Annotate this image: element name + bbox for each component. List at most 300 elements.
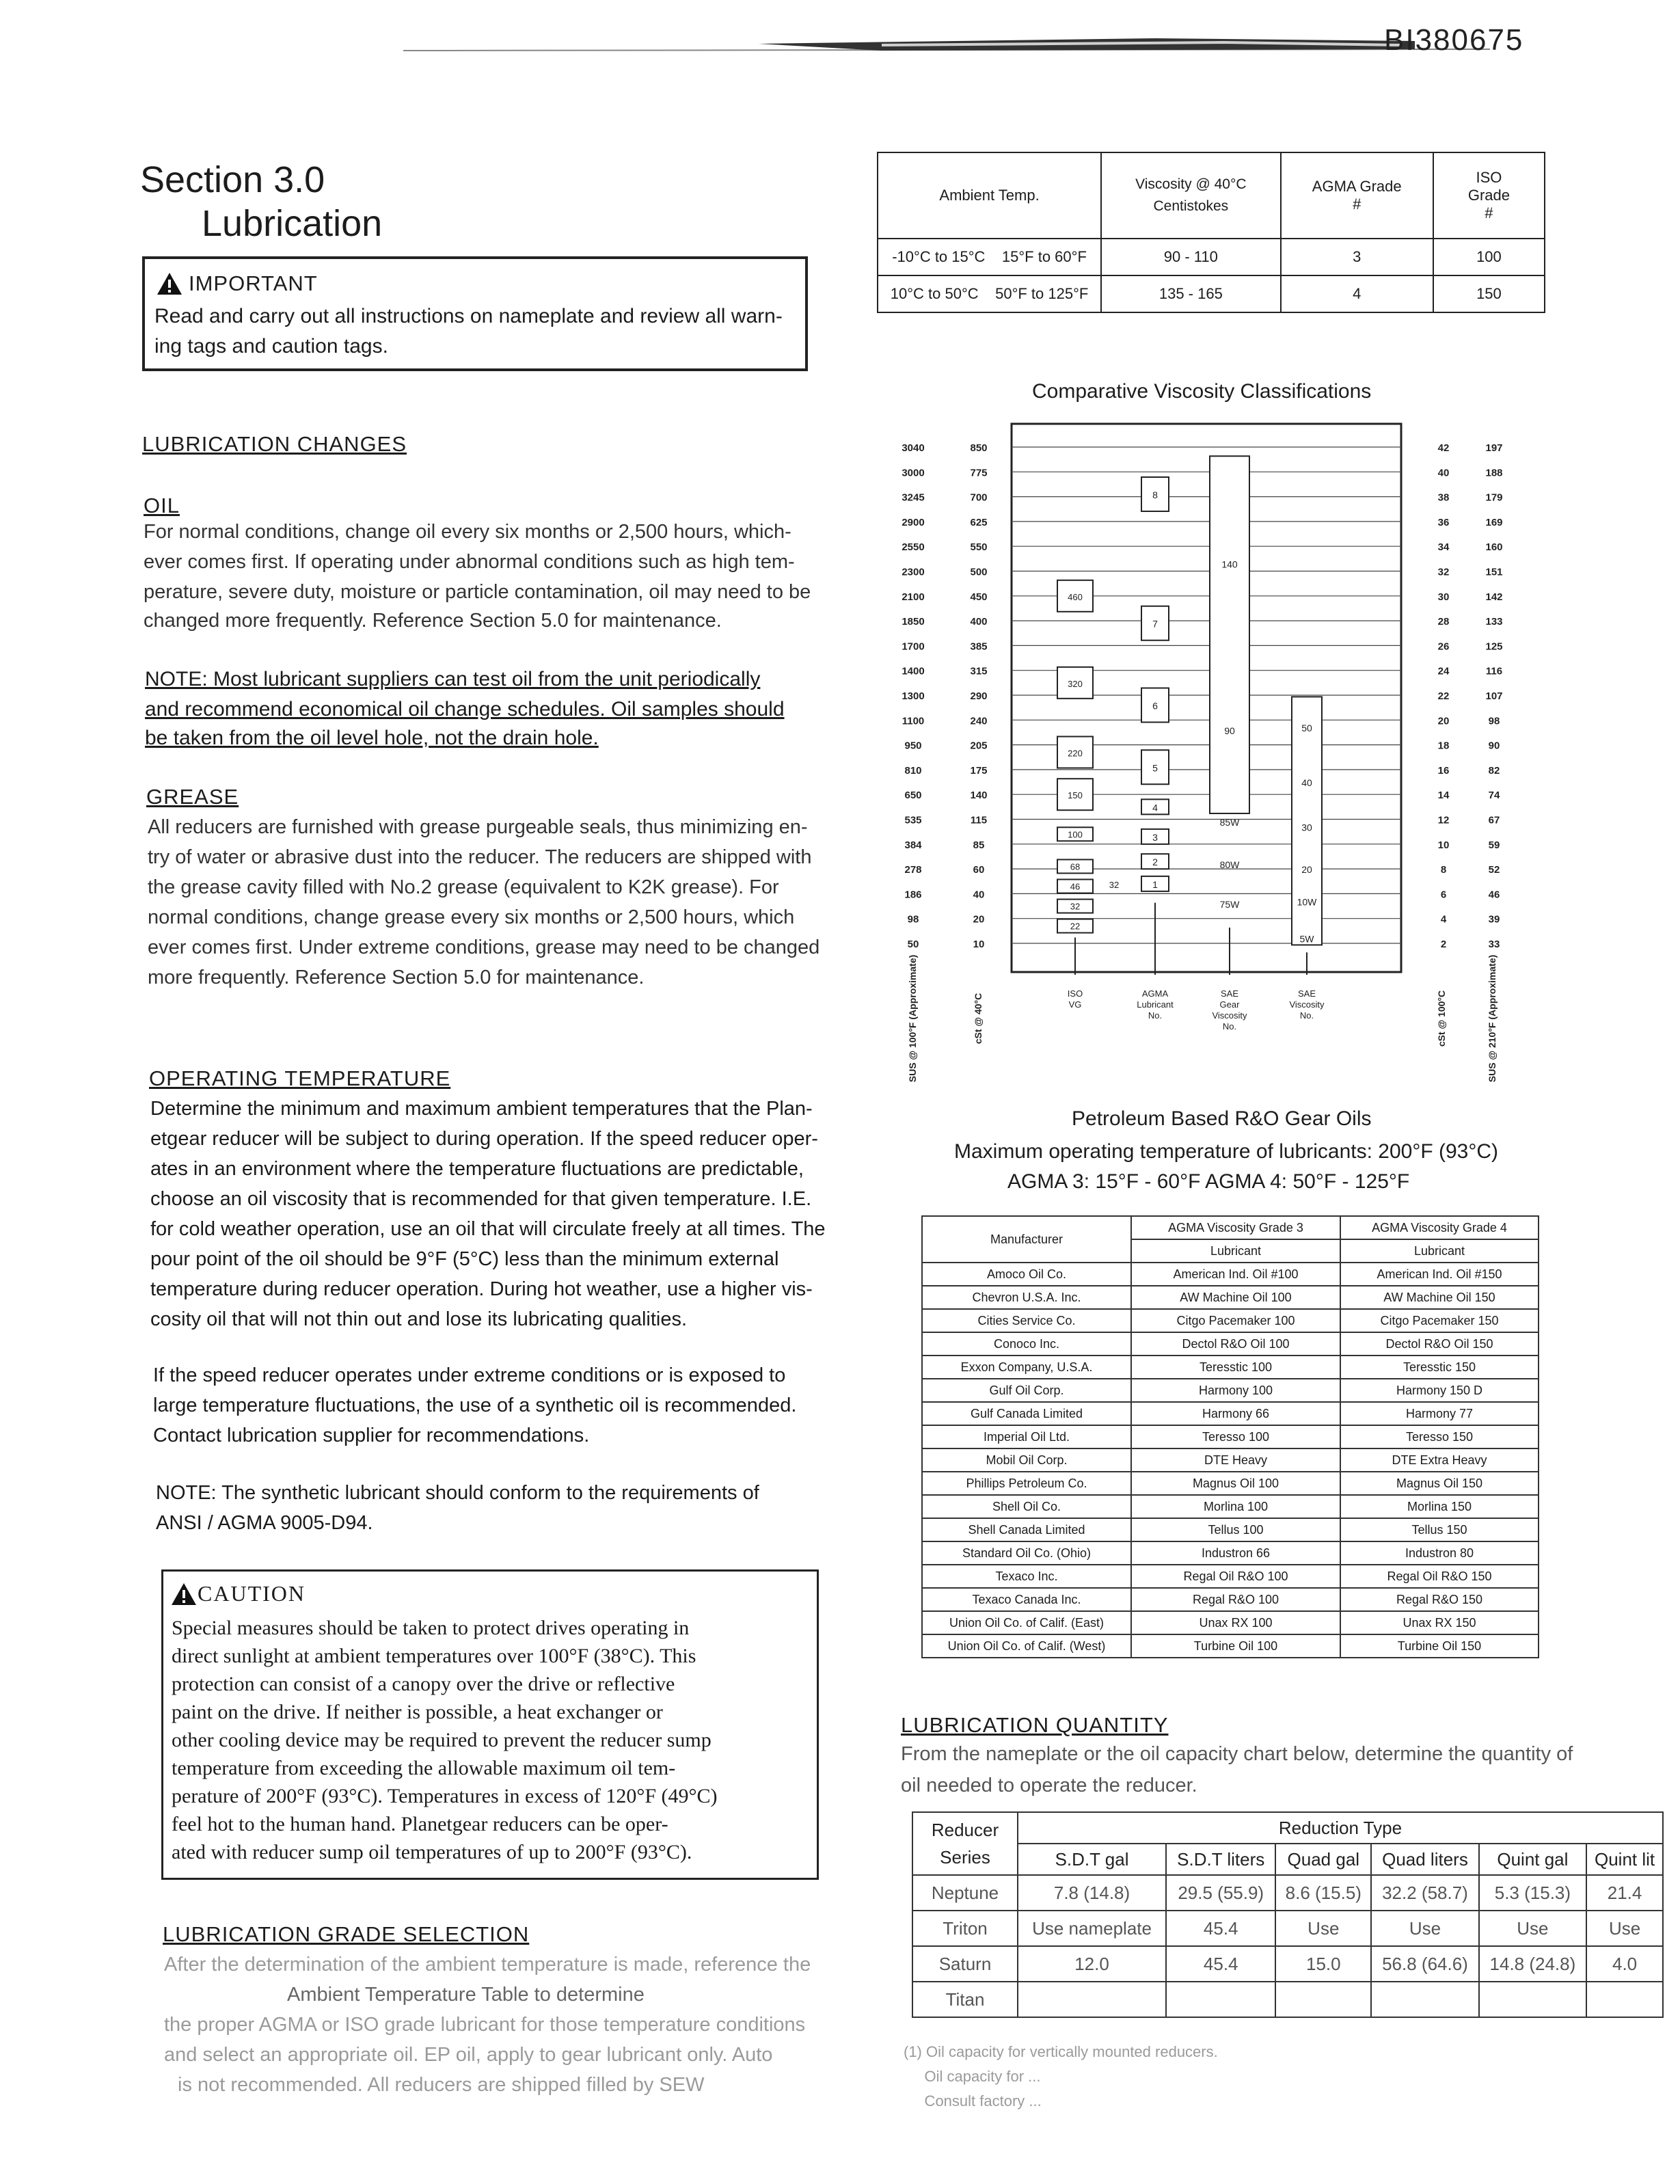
grease-line-1: All reducers are furnished with grease purgeable seals, thus minimizing en- [148,816,808,838]
capacity-cell [1018,1982,1166,2017]
ambient-fahrenheit: 15°F to 60°F [1001,248,1087,265]
table-row [922,1518,1539,1541]
sae-gear-label: 80W [1219,859,1240,870]
right-tick-sus210: 179 [1485,491,1503,504]
left-tick-cst40: 175 [970,764,988,777]
manufacturer-cell: Mobil Oil Corp. [922,1448,1131,1472]
capacity-cell: 45.4 [1166,1946,1275,1982]
manufacturer-cell: Amoco Oil Co. [922,1263,1131,1286]
grease-line-4: normal conditions, change grease every six months or 2,500 hours, which [148,906,795,928]
right-tick-cst100: 12 [1437,814,1450,826]
left-tick-sus100: 2300 [902,566,925,578]
op-temp2-line-3: Contact lubrication supplier for recommendations. [153,1425,590,1446]
caution-line-7: perature of 200°F (93°C). Temperatures in excess of 120°F (49°C) [172,1785,718,1807]
right-tick-sus210: 39 [1488,913,1500,926]
right-tick-cst100: 18 [1437,740,1450,752]
table-row [912,1946,1663,1982]
agma4-lubricant-cell: Unax RX 150 [1340,1611,1539,1634]
iso-grade-header: ISO Grade # [1433,152,1545,239]
agma-label: 4 [1152,802,1158,813]
right-tick-sus210: 59 [1488,839,1500,851]
oil-heading: OIL [144,494,180,517]
capacity-cell: 8.6 (15.5) [1275,1875,1371,1911]
op-temp-line-4: choose an oil viscosity that is recommended for that given temperature. I.E. [150,1188,812,1210]
sae-gear-140-band [1210,456,1249,813]
chart-title: Comparative Viscosity Classifications [1032,380,1372,403]
manufacturer-cell: Union Oil Co. of Calif. (West) [922,1634,1131,1658]
table-row [922,1448,1539,1472]
left-tick-cst40: 550 [970,541,988,554]
sae-gear-label: 140 [1221,558,1238,570]
right-tick-cst100: 40 [1437,467,1450,479]
manufacturer-cell: Exxon Company, U.S.A. [922,1356,1131,1379]
capacity-cell: 5.3 (15.3) [1479,1875,1586,1911]
agma3-lubricant-cell: Turbine Oil 100 [1131,1634,1340,1658]
agma4-lubricant-cell: AW Machine Oil 150 [1340,1286,1539,1309]
left-tick-cst40: 700 [970,491,988,504]
agma4-lubricant-cell: Teresso 150 [1340,1425,1539,1448]
right-tick-cst100: 34 [1437,541,1450,554]
left-tick-cst40: 10 [973,939,985,950]
oil-note-line-3: be taken from the oil level hole, not the drain hole. [145,727,599,749]
right-tick-sus210: 142 [1485,591,1503,603]
right-tick-sus210: 33 [1488,939,1500,950]
capacity-cell: 4.0 [1586,1946,1663,1982]
agma3-lubricant-cell: Citgo Pacemaker 100 [1131,1309,1340,1332]
iso-value: 100 [1433,239,1545,275]
manufacturer-cell: Cities Service Co. [922,1309,1131,1332]
agma-label: 2 [1152,857,1158,868]
right-tick-sus210: 188 [1485,467,1503,479]
left-tick-cst40: 850 [970,442,988,454]
viscosity-value: 135 - 165 [1101,275,1280,312]
op-temp-line-2: etgear reducer will be subject to during operation. If the speed reducer oper- [150,1128,818,1150]
right-tick-cst100: 38 [1437,491,1450,504]
agma4-lubricant-cell: Morlina 150 [1340,1495,1539,1518]
column-header: Quint gal [1479,1844,1586,1875]
sae-gear-label: 90 [1224,725,1235,736]
capacity-cell [1479,1982,1586,2017]
agma4-lubricant-cell: DTE Extra Heavy [1340,1448,1539,1472]
sae-visc-band [1292,697,1322,945]
iso-vg-label: 68 [1070,861,1081,872]
agma3-lubricant-cell: Teresso 100 [1131,1425,1340,1448]
capacity-cell: 7.8 (14.8) [1018,1875,1166,1911]
grade-line-3: the proper AGMA or ISO grade lubricant for those temperature conditions [164,2014,806,2036]
left-tick-sus100: 384 [904,839,922,851]
op-temp-line-7: temperature during reducer operation. During hot weather, use a higher vis- [150,1278,813,1300]
manufacturer-cell: Gulf Canada Limited [922,1402,1131,1425]
petroleum-line-1: Petroleum Based R&O Gear Oils [1072,1107,1372,1130]
agma3-lubricant-cell: Teresstic 100 [1131,1356,1340,1379]
iso-value: 150 [1433,275,1545,312]
table-row [922,1309,1539,1332]
caution-line-8: feel hot to the human hand. Planetgear reducers can be oper- [172,1813,668,1835]
right-tick-sus210: 90 [1488,740,1500,752]
sae-visc-label: 50 [1301,723,1312,734]
caution-line-6: temperature from exceeding the allowable maximum oil tem- [172,1757,676,1779]
grade-line-4: and select an appropriate oil. EP oil, apply to gear lubricant only. Auto [164,2044,773,2066]
right-tick-sus210: 52 [1488,864,1500,876]
capacity-cell: 56.8 (64.6) [1371,1946,1478,1982]
right-tick-sus210: 197 [1485,442,1503,454]
manufacturer-cell: Shell Canada Limited [922,1518,1131,1541]
left-tick-sus100: 535 [904,814,922,826]
capacity-cell [1275,1982,1371,2017]
right-tick-cst100: 24 [1437,665,1450,677]
manufacturer-lubricant-table [921,1215,1539,1658]
left-tick-sus100: 650 [904,790,922,802]
petroleum-line-2: Maximum operating temperature of lubricants: 200°F (93°C) [954,1140,1498,1163]
left-tick-sus100: 3040 [902,442,925,454]
table-row [922,1472,1539,1495]
quantity-footnote-2: Oil capacity for ... [904,2068,1041,2085]
reducer-series-cell: Saturn [912,1946,1018,1982]
manufacturer-cell: Gulf Oil Corp. [922,1379,1131,1402]
axis-label-cst40: cSt @ 40°C [973,993,984,1044]
caution-line-3: protection can consist of a canopy over the drive or reflective [172,1673,675,1695]
agma-label: 1 [1152,878,1158,890]
right-tick-cst100: 20 [1437,715,1450,727]
agma3-lubricant-cell: AW Machine Oil 100 [1131,1286,1340,1309]
table-row [922,1332,1539,1356]
grease-line-3: the grease cavity filled with No.2 grease (equivalent to K2K grease). For [148,876,779,898]
op-temp2-line-1: If the speed reducer operates under extreme conditions or is exposed to [153,1364,786,1386]
oil-line-1: For normal conditions, change oil every six months or 2,500 hours, which- [144,521,791,543]
table-row [912,1982,1663,2017]
capacity-cell: 45.4 [1166,1911,1275,1946]
ambient-range [878,239,1101,275]
oil-capacity-table [912,1811,1664,2018]
manufacturer-cell: Texaco Canada Inc. [922,1588,1131,1611]
capacity-cell: 14.8 (24.8) [1479,1946,1586,1982]
agma4-lubricant-cell: Turbine Oil 150 [1340,1634,1539,1658]
left-tick-sus100: 1850 [902,616,925,628]
axis-label-cst100: cSt @ 100°C [1436,990,1447,1047]
agma4-header: AGMA Viscosity Grade 4 [1340,1216,1539,1239]
lubrication-changes-heading: LUBRICATION CHANGES [142,432,407,456]
quantity-table-clip [912,1811,1655,2025]
agma3-lubricant-cell: American Ind. Oil #100 [1131,1263,1340,1286]
agma3-lubricant-cell: Morlina 100 [1131,1495,1340,1518]
agma4-lubricant-cell: Regal R&O 150 [1340,1588,1539,1611]
left-tick-sus100: 3245 [902,491,925,504]
sae-gear-label: 85W [1219,817,1240,828]
right-tick-cst100: 16 [1437,764,1450,777]
caution-box [161,1569,819,1880]
table-row [922,1402,1539,1425]
caution-line-1: Special measures should be taken to protect drives operating in [172,1617,690,1639]
oil-line-3: perature, severe duty, moisture or particle contamination, oil may need to be [144,581,811,603]
reduction-type-header: Reduction Type [1018,1812,1663,1844]
left-tick-cst40: 290 [970,690,988,702]
agma4-lubricant-cell: Harmony 77 [1340,1402,1539,1425]
right-tick-sus210: 46 [1488,889,1500,901]
synthetic-note-line-2: ANSI / AGMA 9005-D94. [156,1512,373,1534]
operating-temperature-heading: OPERATING TEMPERATURE [149,1066,451,1090]
left-tick-cst40: 315 [970,665,988,677]
agma-value: 3 [1281,239,1433,275]
left-tick-cst40: 385 [970,641,988,653]
grease-line-6: more frequently. Reference Section 5.0 for maintenance. [148,967,645,988]
agma3-lubricant-cell: Regal Oil R&O 100 [1131,1565,1340,1588]
iso-vg-label: 460 [1068,591,1083,602]
oil-line-2: ever comes first. If operating under abnormal conditions such as high tem- [144,551,795,573]
caution-line-5: other cooling device may be required to prevent the reducer sump [172,1729,712,1751]
agma3-lubricant-cell: Regal R&O 100 [1131,1588,1340,1611]
right-tick-cst100: 4 [1440,913,1447,926]
agma3-lubricant-cell: Harmony 100 [1131,1379,1340,1402]
right-tick-cst100: 28 [1437,616,1450,628]
reducer-series-cell: Triton [912,1911,1018,1946]
left-tick-cst40: 775 [970,467,988,479]
sae-visc-label: 40 [1301,777,1312,789]
capacity-cell: Use nameplate [1018,1911,1166,1946]
table-row [922,1286,1539,1309]
right-tick-sus210: 67 [1488,814,1500,826]
column-header: Quint lit [1586,1844,1663,1875]
reducer-series-cell: Titan [912,1982,1018,2017]
warning-triangle-icon [170,1582,198,1606]
left-tick-sus100: 2900 [902,516,925,528]
capacity-cell: 21.4 [1586,1875,1663,1911]
table-row [922,1634,1539,1658]
capacity-cell: Use [1479,1911,1586,1946]
agma4-lubricant-cell: Dectol R&O Oil 150 [1340,1332,1539,1356]
right-tick-cst100: 26 [1437,641,1450,653]
lubrication-quantity-heading: LUBRICATION QUANTITY [901,1713,1169,1737]
important-text-line-2: ing tags and caution tags. [154,335,388,358]
agma4-lubricant-cell: Industron 80 [1340,1541,1539,1565]
table-row [922,1425,1539,1448]
agma-label: 7 [1152,618,1158,630]
important-heading: IMPORTANT [189,271,318,295]
table-row [922,1356,1539,1379]
capacity-cell [1166,1982,1275,2017]
agma4-lubricant-cell: Magnus Oil 150 [1340,1472,1539,1495]
column-header: Quad liters [1371,1844,1478,1875]
op-temp-line-5: for cold weather operation, use an oil that will circulate freely at all times. The [150,1218,826,1240]
axis-label-sus100: SUS @ 100°F (Approximate) [907,954,918,1083]
caution-line-9: ated with reducer sump oil temperatures of up to 200°F (93°C). [172,1841,692,1863]
table-row [922,1611,1539,1634]
manufacturer-cell: Shell Oil Co. [922,1495,1131,1518]
bottom-scale-label: SAE Gear Viscosity No. [1212,988,1247,1032]
iso-vg-label: 150 [1068,790,1083,801]
iso-vg-label: 100 [1068,829,1083,840]
column-header: Quad gal [1275,1844,1371,1875]
op-temp-line-1: Determine the minimum and maximum ambient temperatures that the Plan- [150,1098,813,1120]
agma-label: 5 [1152,762,1158,774]
agma4-lubricant-cell: Citgo Pacemaker 150 [1340,1309,1539,1332]
right-tick-sus210: 125 [1485,641,1503,653]
document-id: BI380675 [1384,23,1524,57]
left-tick-cst40: 450 [970,591,988,603]
left-tick-cst40: 500 [970,566,988,578]
left-tick-sus100: 1700 [902,641,925,653]
viscosity-header: Viscosity @ 40°C Centistokes [1101,152,1280,239]
manufacturer-cell: Union Oil Co. of Calif. (East) [922,1611,1131,1634]
right-tick-cst100: 22 [1437,690,1450,702]
right-tick-cst100: 6 [1440,889,1447,901]
reducer-series-cell: Neptune [912,1875,1018,1911]
grade-selection-heading: LUBRICATION GRADE SELECTION [163,1922,530,1946]
capacity-cell [1586,1982,1663,2017]
column-header: S.D.T liters [1166,1844,1275,1875]
agma3-lubricant-cell: Tellus 100 [1131,1518,1340,1541]
right-tick-cst100: 10 [1437,839,1450,851]
ambient-header: Ambient Temp. [878,152,1101,239]
reducer-series-header: Reducer Series [912,1812,1018,1875]
important-box [142,256,808,371]
left-tick-sus100: 1100 [902,715,925,727]
grease-line-5: ever comes first. Under extreme conditions, grease may need to be changed [148,936,820,958]
left-tick-sus100: 278 [904,864,922,876]
grease-line-2: try of water or abrasive dust into the reducer. The reducers are shipped with [148,846,812,868]
agma-iso-32-label: 32 [1109,879,1120,890]
iso-vg-label: 32 [1070,901,1081,912]
table-row [922,1495,1539,1518]
manufacturer-cell: Imperial Oil Ltd. [922,1425,1131,1448]
quantity-footnote-1: (1) Oil capacity for vertically mounted reducers. [904,2043,1218,2060]
ambient-temperature-table [877,152,1545,313]
left-tick-cst40: 240 [970,715,988,727]
left-tick-cst40: 140 [970,790,988,802]
left-tick-cst40: 40 [973,889,985,901]
oil-note-line-2: and recommend economical oil change schedules. Oil samples should [145,698,785,720]
table-row [922,1541,1539,1565]
iso-vg-label: 320 [1068,678,1083,689]
capacity-cell: Use [1371,1911,1478,1946]
agma3-lubricant-cell: Industron 66 [1131,1541,1340,1565]
right-tick-cst100: 42 [1437,442,1450,454]
manufacturer-cell: Standard Oil Co. (Ohio) [922,1541,1131,1565]
agma3-lubricant-cell: Dectol R&O Oil 100 [1131,1332,1340,1356]
left-tick-sus100: 2100 [902,591,925,603]
grade-line-2: Ambient Temperature Table to determine [287,1984,645,2006]
caution-line-4: paint on the drive. If neither is possible, a heat exchanger or [172,1701,663,1723]
op-temp2-line-2: large temperature fluctuations, the use of a synthetic oil is recommended. [153,1394,797,1416]
manufacturer-cell: Chevron U.S.A. Inc. [922,1286,1131,1309]
left-tick-cst40: 60 [973,864,985,876]
left-tick-cst40: 20 [973,913,985,926]
lubricant-header: Lubricant [1131,1239,1340,1263]
capacity-cell: 15.0 [1275,1946,1371,1982]
left-tick-sus100: 950 [904,740,922,752]
warning-triangle-icon [156,271,183,296]
left-tick-sus100: 98 [907,913,919,926]
ambient-celsius: 10°C to 50°C [890,285,979,302]
right-tick-sus210: 82 [1488,764,1500,777]
important-text-line-1: Read and carry out all instructions on nameplate and review all warn- [154,305,783,327]
lubricant-header: Lubricant [1340,1239,1539,1263]
section-number: Section 3.0 [140,159,325,200]
sae-gear-label: 75W [1219,898,1240,910]
viscosity-classification-chart [889,417,1517,1083]
right-tick-cst100: 36 [1437,516,1450,528]
oil-note-line-1: NOTE: Most lubricant suppliers can test oil from the unit periodically [145,668,761,690]
right-tick-cst100: 32 [1437,566,1450,578]
sae-visc-label: 10W [1297,896,1317,908]
agma4-lubricant-cell: Teresstic 150 [1340,1356,1539,1379]
agma4-lubricant-cell: Tellus 150 [1340,1518,1539,1541]
manufacturer-cell: Texaco Inc. [922,1565,1131,1588]
agma-label: 3 [1152,831,1158,843]
left-tick-cst40: 400 [970,616,988,628]
right-tick-cst100: 2 [1440,939,1447,950]
agma4-lubricant-cell: Harmony 150 D [1340,1379,1539,1402]
oil-line-4: changed more frequently. Reference Section 5.0 for maintenance. [144,610,722,632]
right-tick-sus210: 133 [1485,616,1503,628]
sae-visc-label: 20 [1301,864,1312,876]
ambient-fahrenheit: 50°F to 125°F [995,285,1089,302]
table-row [912,1911,1663,1946]
ambient-range [878,275,1101,312]
agma3-lubricant-cell: Magnus Oil 100 [1131,1472,1340,1495]
table-row [912,1875,1663,1911]
agma4-lubricant-cell: Regal Oil R&O 150 [1340,1565,1539,1588]
scanned-header-bar [403,36,1490,53]
bottom-scale-label: AGMA Lubricant No. [1137,988,1174,1021]
left-tick-cst40: 115 [970,814,988,826]
agma3-lubricant-cell: DTE Heavy [1131,1448,1340,1472]
grade-line-5: is not recommended. All reducers are shipped filled by SEW [178,2074,705,2096]
iso-vg-label: 46 [1070,881,1081,892]
manufacturer-cell: Phillips Petroleum Co. [922,1472,1131,1495]
agma3-header: AGMA Viscosity Grade 3 [1131,1216,1340,1239]
right-tick-sus210: 107 [1485,690,1503,702]
bottom-scale-label: SAE Viscosity No. [1289,988,1325,1021]
op-temp-line-3: ates in an environment where the temperature fluctuations are predictable, [150,1158,804,1180]
bottom-scale-label: ISO VG [1067,988,1083,1010]
capacity-cell: 32.2 (58.7) [1371,1875,1478,1911]
left-tick-sus100: 3000 [902,467,925,479]
manufacturer-header: Manufacturer [922,1216,1131,1263]
axis-label-sus210: SUS @ 210°F (Approximate) [1487,954,1498,1083]
left-tick-sus100: 2550 [902,541,925,554]
op-temp-line-6: pour point of the oil should be 9°F (5°C) less than the minimum external [150,1248,779,1270]
agma-label: 8 [1152,489,1158,500]
op-temp-line-8: cosity oil that will not thin out and lose its lubricating qualities. [150,1308,688,1330]
right-tick-sus210: 116 [1485,665,1503,677]
agma3-lubricant-cell: Unax RX 100 [1131,1611,1340,1634]
capacity-cell [1371,1982,1478,2017]
left-tick-sus100: 50 [907,939,919,950]
column-header: S.D.T gal [1018,1844,1166,1875]
agma-value: 4 [1281,275,1433,312]
table-row [922,1588,1539,1611]
right-tick-sus210: 151 [1485,566,1503,578]
right-tick-cst100: 14 [1437,790,1450,802]
capacity-cell: 12.0 [1018,1946,1166,1982]
viscosity-value: 90 - 110 [1101,239,1280,275]
table-row [922,1263,1539,1286]
capacity-cell: Use [1275,1911,1371,1946]
quantity-line-2: oil needed to operate the reducer. [901,1775,1197,1796]
agma-label: 6 [1152,700,1158,712]
grade-line-1: After the determination of the ambient temperature is made, reference the [164,1954,811,1976]
right-tick-cst100: 30 [1437,591,1450,603]
left-tick-cst40: 85 [973,839,985,851]
right-tick-sus210: 74 [1488,790,1500,802]
right-tick-cst100: 8 [1440,864,1447,876]
capacity-cell: 29.5 (55.9) [1166,1875,1275,1911]
right-tick-sus210: 169 [1485,516,1503,528]
left-tick-sus100: 186 [904,889,922,901]
section-title: Lubrication [202,203,383,244]
agma-grade-header: AGMA Grade # [1281,152,1433,239]
manufacturer-cell: Conoco Inc. [922,1332,1131,1356]
